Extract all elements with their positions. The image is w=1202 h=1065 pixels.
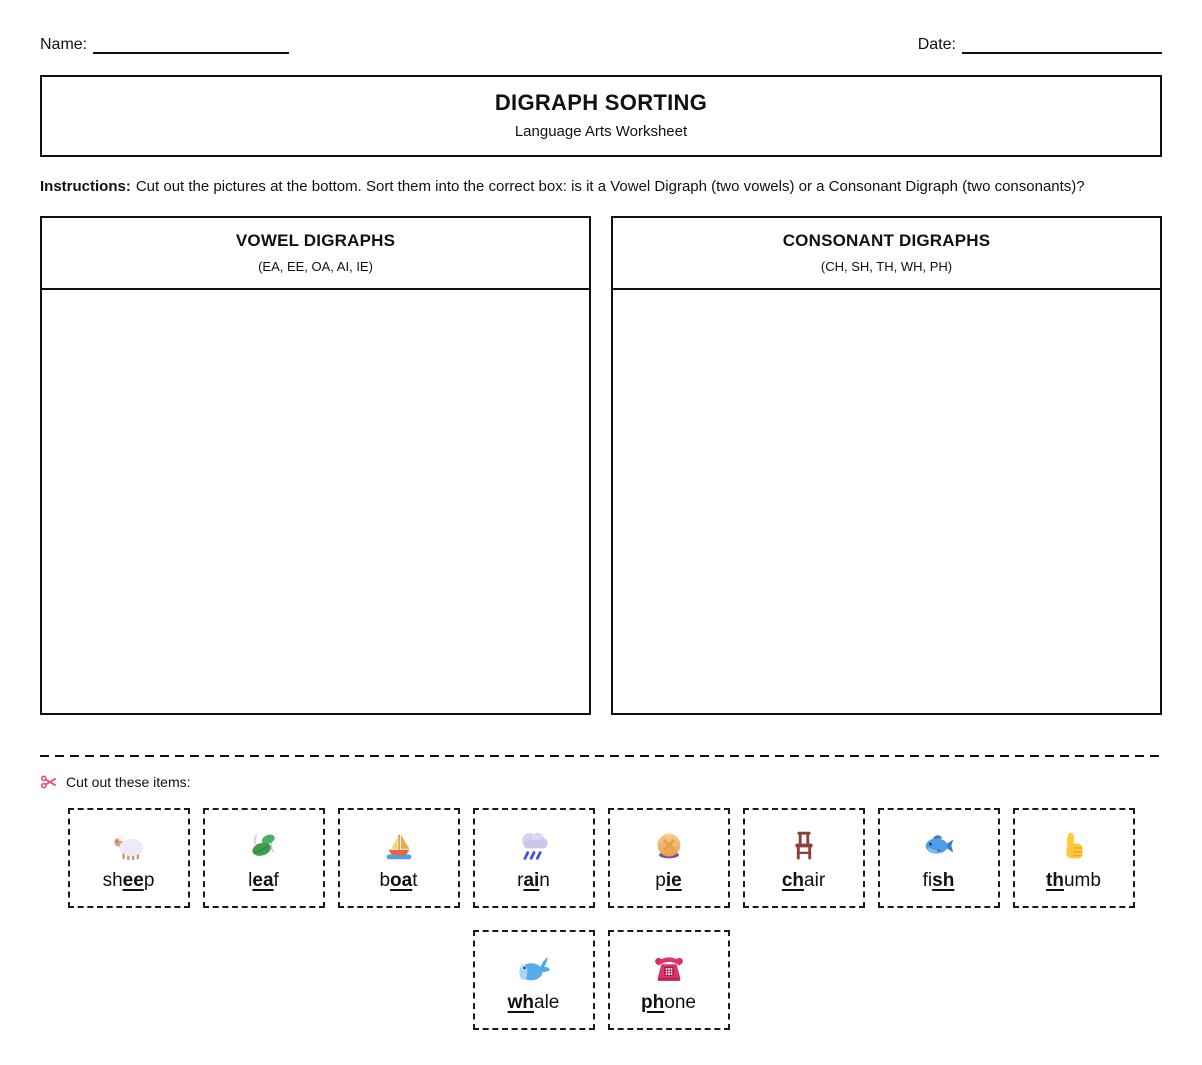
word-suffix: umb <box>1063 869 1101 891</box>
cutout-card-phone[interactable] <box>608 930 730 1030</box>
instructions-text: Cut out the pictures at the bottom. Sort them into the correct box: is it a Vowel Digraph (two vowels) or a Consonant Digraph (two consonants)? <box>135 178 1085 195</box>
word-suffix: p <box>143 869 155 891</box>
word-suffix: one <box>664 991 696 1013</box>
card-word <box>1046 871 1101 890</box>
vowel-digraphs-box <box>40 216 591 715</box>
instructions-label: Instructions: <box>40 178 131 195</box>
word-suffix: t <box>412 869 418 891</box>
word-prefix: l <box>248 869 253 891</box>
card-word <box>782 871 825 890</box>
card-word <box>517 871 550 890</box>
card-word <box>103 871 155 890</box>
card-word <box>655 871 681 890</box>
sheep-icon <box>110 826 148 866</box>
card-word <box>508 993 560 1012</box>
word-prefix: b <box>379 869 391 891</box>
chair-icon <box>785 826 823 866</box>
consonant-digraphs-box <box>611 216 1162 715</box>
word-prefix: fi <box>922 869 933 891</box>
card-word <box>248 871 279 890</box>
card-word <box>379 871 417 890</box>
instructions <box>40 178 1162 197</box>
date-blank-line[interactable] <box>962 39 1162 54</box>
title-box <box>40 75 1162 157</box>
cutout-card-chair[interactable] <box>743 808 865 908</box>
word-digraph: th <box>1046 869 1064 891</box>
word-suffix: n <box>539 869 550 891</box>
word-digraph: sh <box>932 869 955 891</box>
cutout-card-thumb[interactable] <box>1013 808 1135 908</box>
consonant-box-subtitle: (CH, SH, TH, WH, PH) <box>820 258 953 274</box>
word-digraph: ee <box>122 869 144 891</box>
consonant-box-drop-area[interactable] <box>613 290 1160 713</box>
id-row <box>40 36 1162 54</box>
word-prefix: r <box>517 869 524 891</box>
word-prefix: p <box>655 869 666 891</box>
word-suffix: air <box>804 869 826 891</box>
cutout-label-row <box>40 773 1162 791</box>
phone-icon <box>650 948 688 988</box>
word-digraph: wh <box>507 991 535 1013</box>
thumb-icon <box>1055 826 1093 866</box>
cutout-label: Cut out these items: <box>66 773 191 790</box>
sorting-boxes-row <box>40 216 1162 715</box>
word-digraph: ea <box>252 869 274 891</box>
rain-icon <box>515 826 553 866</box>
fish-icon <box>920 826 958 866</box>
cutout-card-sheep[interactable] <box>68 808 190 908</box>
name-label: Name: <box>40 36 88 53</box>
word-suffix: ale <box>534 991 560 1013</box>
whale-icon <box>515 948 553 988</box>
cutout-cards-row-1 <box>40 808 1162 908</box>
page-title: DIGRAPH SORTING <box>494 90 708 115</box>
word-digraph: ch <box>781 869 805 891</box>
cutout-card-pie[interactable] <box>608 808 730 908</box>
word-prefix: sh <box>102 869 123 891</box>
word-digraph: oa <box>390 869 413 891</box>
vowel-box-title: VOWEL DIGRAPHS <box>235 230 396 250</box>
cut-separator-line <box>40 755 1162 757</box>
leaf-icon <box>245 826 283 866</box>
card-word <box>641 993 696 1012</box>
pie-icon <box>650 826 688 866</box>
cutout-cards-row-2 <box>40 930 1162 1030</box>
cutout-card-leaf[interactable] <box>203 808 325 908</box>
boat-icon <box>380 826 418 866</box>
scissors-icon <box>40 773 58 791</box>
name-blank-line[interactable] <box>93 39 289 54</box>
word-suffix: f <box>273 869 279 891</box>
cutout-card-whale[interactable] <box>473 930 595 1030</box>
word-digraph: ie <box>665 869 682 891</box>
card-word <box>923 871 955 890</box>
page-subtitle: Language Arts Worksheet <box>514 123 688 140</box>
consonant-box-header <box>613 218 1160 290</box>
vowel-box-subtitle: (EA, EE, OA, AI, IE) <box>258 258 373 274</box>
consonant-box-title: CONSONANT DIGRAPHS <box>782 230 991 250</box>
word-digraph: ph <box>641 991 665 1013</box>
vowel-box-header <box>42 218 589 290</box>
date-label: Date: <box>917 36 956 53</box>
cutout-card-boat[interactable] <box>338 808 460 908</box>
vowel-box-drop-area[interactable] <box>42 290 589 713</box>
cutout-card-rain[interactable] <box>473 808 595 908</box>
word-digraph: ai <box>523 869 540 891</box>
date-field <box>918 36 1162 54</box>
name-field <box>40 36 289 54</box>
cutout-card-fish[interactable] <box>878 808 1000 908</box>
